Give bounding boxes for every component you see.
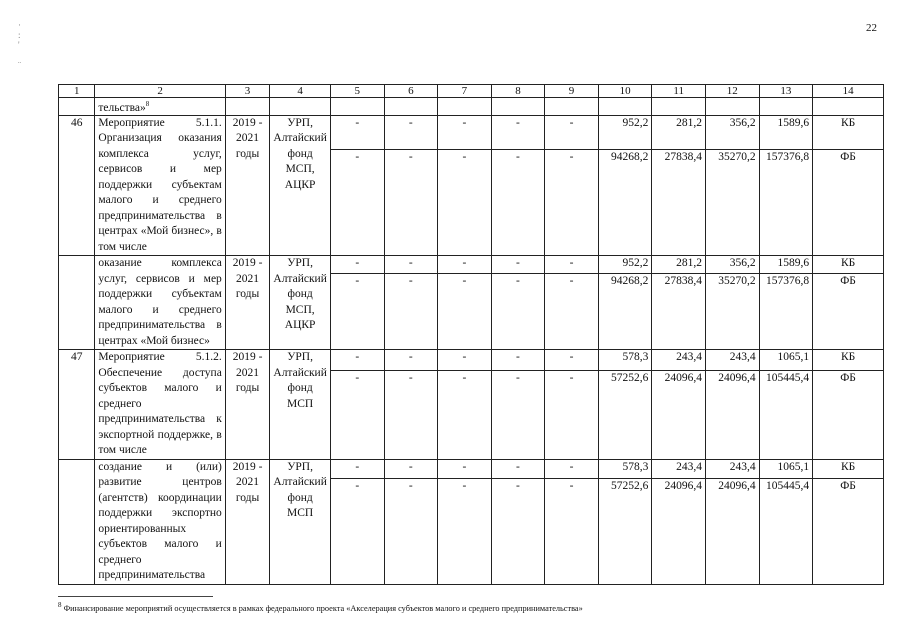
col-header-12: 12	[706, 85, 760, 98]
cell-kb-11: 281,2	[652, 256, 706, 274]
cell-kb-14: КБ	[813, 459, 884, 478]
cell-kb-6: -	[384, 350, 438, 371]
cell-kb-11: 243,4	[652, 350, 706, 371]
cell-kb-13: 1065,1	[759, 459, 813, 478]
col-header-10: 10	[598, 85, 652, 98]
cell-fb-6: -	[384, 274, 438, 350]
cell-fb-8: -	[491, 478, 545, 584]
header-row	[59, 85, 884, 98]
cell-kb-5: -	[330, 256, 384, 274]
cell-kb-11: 281,2	[652, 115, 706, 150]
cell-fb-12: 24096,4	[706, 370, 760, 459]
page-number: 22	[866, 22, 877, 34]
cell-fb-11: 24096,4	[652, 478, 706, 584]
col-header-3: 3	[225, 85, 269, 98]
cell-fb-11: 27838,4	[652, 150, 706, 256]
cell-kb-9: -	[545, 350, 599, 371]
cell-fb-9: -	[545, 370, 599, 459]
cell-fb-10: 94268,2	[598, 274, 652, 350]
measure-name: создание и (или) развитие центров (агентств) координации поддержки экспортно ориентированных субъектов малого и среднего предпринимательства	[95, 459, 225, 584]
cell-kb-7: -	[438, 256, 492, 274]
cell-fb-12: 35270,2	[706, 150, 760, 256]
continuation-row	[59, 98, 884, 116]
measure-name: Мероприятие 5.1.1. Организация оказания комплекса услуг, сервисов и мер поддержки субъектам малого и среднего предпринимательства в центрах «Мой бизнес», в том числе	[95, 115, 225, 256]
cell-kb-7: -	[438, 459, 492, 478]
row-number	[59, 459, 95, 584]
cell-kb-7: -	[438, 115, 492, 150]
cell-fb-8: -	[491, 150, 545, 256]
cell-fb-7: -	[438, 274, 492, 350]
cell-fb-12: 35270,2	[706, 274, 760, 350]
cell-fb-5: -	[330, 370, 384, 459]
col-header-5: 5	[330, 85, 384, 98]
cell-fb-11: 27838,4	[652, 274, 706, 350]
cell-kb-9: -	[545, 256, 599, 274]
measure-name: оказание комплекса услуг, сервисов и мер поддержки субъектам малого и среднего предпринимательства в центрах «Мой бизнес»	[95, 256, 225, 350]
cell-fb-5: -	[330, 150, 384, 256]
cell-kb-5: -	[330, 350, 384, 371]
cell-fb-14: ФБ	[813, 478, 884, 584]
table-row	[59, 115, 884, 150]
cell-fb-9: -	[545, 274, 599, 350]
cell-kb-12: 356,2	[706, 256, 760, 274]
cell-kb-13: 1589,6	[759, 115, 813, 150]
cell-fb-14: ФБ	[813, 274, 884, 350]
cell-kb-14: КБ	[813, 350, 884, 371]
cell-fb-6: -	[384, 478, 438, 584]
cell-fb-14: ФБ	[813, 150, 884, 256]
table-row	[59, 256, 884, 274]
cell-fb-13: 105445,4	[759, 478, 813, 584]
cell-fb-8: -	[491, 370, 545, 459]
cell-fb-6: -	[384, 370, 438, 459]
col-header-14: 14	[813, 85, 884, 98]
cell-kb-10: 952,2	[598, 256, 652, 274]
period: 2019 - 2021 годы	[225, 256, 269, 350]
continuation-text: тельства»$^8$	[95, 98, 225, 116]
col-header-8: 8	[491, 85, 545, 98]
cell-kb-6: -	[384, 459, 438, 478]
cell-fb-13: 157376,8	[759, 150, 813, 256]
cell-fb-11: 24096,4	[652, 370, 706, 459]
row-number	[59, 256, 95, 350]
cell-fb-9: -	[545, 150, 599, 256]
cell-kb-12: 243,4	[706, 459, 760, 478]
measures-table	[58, 84, 884, 585]
period: 2019 - 2021 годы	[225, 350, 269, 460]
measure-name: Мероприятие 5.1.2. Обеспечение доступа субъектов малого и среднего предпринимательства к экспортной поддержке, в том числе	[95, 350, 225, 460]
cell-kb-8: -	[491, 350, 545, 371]
cell-kb-14: КБ	[813, 256, 884, 274]
cell-kb-12: 243,4	[706, 350, 760, 371]
table-row	[59, 459, 884, 478]
cell-kb-9: -	[545, 115, 599, 150]
col-header-13: 13	[759, 85, 813, 98]
col-header-6: 6	[384, 85, 438, 98]
cell-fb-7: -	[438, 370, 492, 459]
cell-fb-10: 57252,6	[598, 370, 652, 459]
cell-kb-5: -	[330, 459, 384, 478]
cell-kb-10: 578,3	[598, 459, 652, 478]
cell-kb-14: КБ	[813, 115, 884, 150]
cell-fb-10: 94268,2	[598, 150, 652, 256]
cell-fb-6: -	[384, 150, 438, 256]
executor: УРП, Алтайский фонд МСП	[270, 350, 331, 460]
cell-kb-10: 578,3	[598, 350, 652, 371]
cell-fb-9: -	[545, 478, 599, 584]
executor: УРП, Алтайский фонд МСП	[270, 459, 331, 584]
cell-fb-5: -	[330, 478, 384, 584]
cell-fb-5: -	[330, 274, 384, 350]
period: 2019 - 2021 годы	[225, 115, 269, 256]
cell-kb-8: -	[491, 459, 545, 478]
cell-kb-6: -	[384, 256, 438, 274]
cell-kb-7: -	[438, 350, 492, 371]
cell-fb-13: 105445,4	[759, 370, 813, 459]
cell-kb-11: 243,4	[652, 459, 706, 478]
col-header-7: 7	[438, 85, 492, 98]
cell-kb-5: -	[330, 115, 384, 150]
footnote-divider	[58, 596, 213, 597]
scan-artifacts: · : ' ¨	[18, 20, 21, 70]
cell-kb-13: 1589,6	[759, 256, 813, 274]
cell-kb-8: -	[491, 256, 545, 274]
cell-kb-8: -	[491, 115, 545, 150]
cell-fb-10: 57252,6	[598, 478, 652, 584]
col-header-2: 2	[95, 85, 225, 98]
row-number: 47	[59, 350, 95, 460]
col-header-9: 9	[545, 85, 599, 98]
period: 2019 - 2021 годы	[225, 459, 269, 584]
table-row	[59, 350, 884, 371]
row-number: 46	[59, 115, 95, 256]
cell-fb-7: -	[438, 478, 492, 584]
cell-fb-8: -	[491, 274, 545, 350]
footnote: $^8$ Финансирование мероприятий осуществляется в рамках федерального проекта «Акселерация субъектов малого и среднего предпринимательства»	[58, 601, 583, 613]
col-header-1: 1	[59, 85, 95, 98]
cell-fb-12: 24096,4	[706, 478, 760, 584]
cell-kb-10: 952,2	[598, 115, 652, 150]
cell-kb-6: -	[384, 115, 438, 150]
cell-kb-13: 1065,1	[759, 350, 813, 371]
cell-fb-13: 157376,8	[759, 274, 813, 350]
executor: УРП, Алтайский фонд МСП, АЦКР	[270, 256, 331, 350]
executor: УРП, Алтайский фонд МСП, АЦКР	[270, 115, 331, 256]
cell-fb-7: -	[438, 150, 492, 256]
cell-kb-9: -	[545, 459, 599, 478]
col-header-4: 4	[270, 85, 331, 98]
cell-kb-12: 356,2	[706, 115, 760, 150]
col-header-11: 11	[652, 85, 706, 98]
cell-fb-14: ФБ	[813, 370, 884, 459]
